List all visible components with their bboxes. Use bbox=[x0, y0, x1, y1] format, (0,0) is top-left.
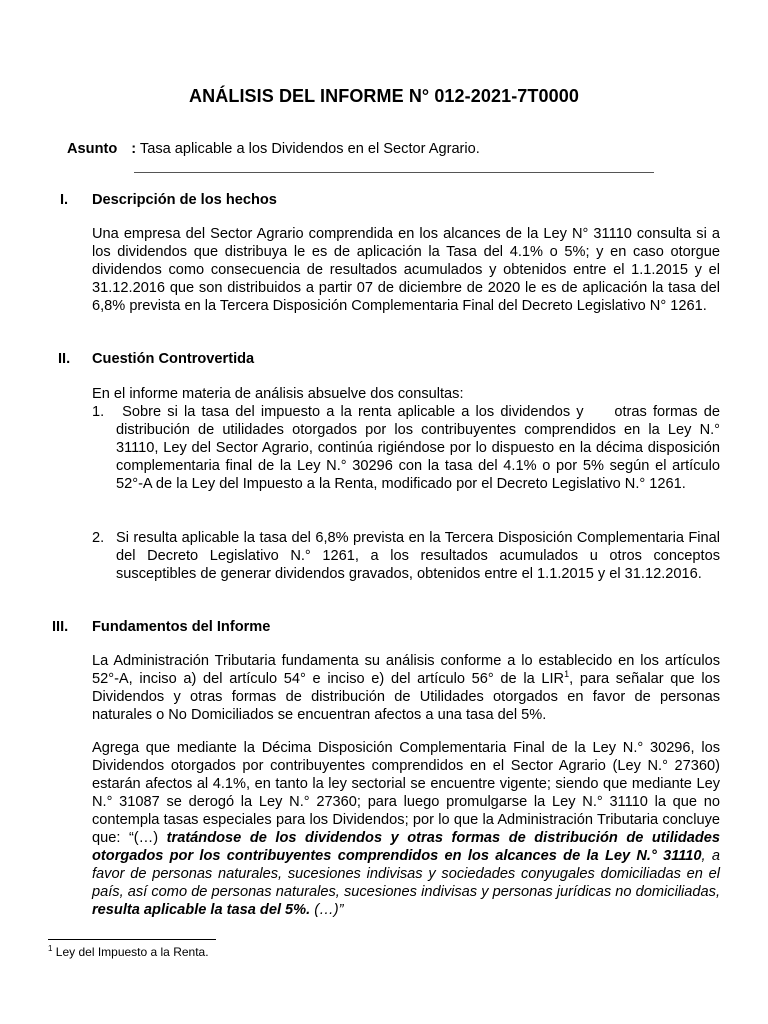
section-1-paragraph: Una empresa del Sector Agrario comprendida en los alcances de la Ley N° 31110 consulta si a los dividendos que distribuya le es de aplicación la Tasa del 4.1% o 5%; y en caso otorgue dividendos como consecuencia de resultados acumulados y obtenidos entre el 1.1.2015 y el 31.12.2016 que son distribuidos a partir 07 de diciembre de 2020 le es de aplicación la tasa del 6,8% prevista en la Tercera Disposición Complementaria Final del Decreto Legislativo N° 1261. bbox=[92, 226, 720, 314]
section-3-paragraph-1 bbox=[92, 652, 720, 724]
section-3-p2-quote-italic-2: (…)” bbox=[310, 902, 344, 918]
asunto-text: Tasa aplicable a los Dividendos en el Sector Agrario. bbox=[136, 141, 480, 157]
document-title: ANÁLISIS DEL INFORME N° 012-2021-7T0000 bbox=[189, 86, 579, 106]
section-3-p2-text-a: Agrega que mediante la Décima Disposición Complementaria Final de la Ley N.° 30296, los Dividendos otorgados por contribuyentes comprendidos en el Sector Agrario (Ley N.° 27360) estarán afectos al 4.1%, en tanto la ley sectorial se encuentre vigente; siendo que mediante Ley N.° 31087 se derogó la Ley N.° 27360; para luego promulgarse la Ley N.° 31110 la que no contempla tasas especiales para los Dividendos; por lo que la Administración Tributaria concluye que: “(…) bbox=[92, 740, 720, 846]
list-item bbox=[92, 403, 725, 493]
list-item-number: 1. bbox=[92, 404, 105, 420]
section-3-p2-quote-bold-2: resulta aplicable la tasa del 5%. bbox=[92, 902, 311, 918]
section-3-p2-quote-italic-1: , a favor de personas naturales, sucesiones indivisas y sociedades conyugales domiciliadas en el país, así como de personas naturales, sucesiones indivisas y personas jurídicas no domiciliadas, bbox=[92, 848, 720, 900]
section-3-number: III. bbox=[52, 619, 69, 635]
asunto-label: Asunto bbox=[67, 141, 118, 157]
section-3-p1-text-a: La Administración Tributaria fundamenta su análisis conforme a lo establecido en los artículos 52°-A, inciso a) del artículo 54° e inciso e) del artículo 56° de la LIR bbox=[92, 653, 720, 687]
list-item-number: 2. bbox=[92, 530, 105, 546]
list-item-text: Sobre si la tasa del impuesto a la renta aplicable a los dividendos y otras formas de distribución de utilidades otorgados por los contribuyentes comprendidos en la Ley N.° 31110, Ley del Sector Agrario, continúa rigiéndose por lo dispuesto en la décima disposición complementaria final de la Ley N.° 30296 con la tasa del 4.1% o por 5% según el artículo 52°-A de la Ley del Impuesto a la Renta, modificado por el Decreto Legislativo N.° 1261. bbox=[116, 404, 725, 492]
section-3-title: Fundamentos del Informe bbox=[92, 619, 271, 635]
asunto-underline bbox=[134, 172, 654, 173]
footnote-ref[interactable]: 1 bbox=[564, 669, 570, 680]
footnote bbox=[48, 945, 209, 959]
section-1-number: I. bbox=[60, 192, 69, 208]
section-2-number: II. bbox=[58, 351, 71, 367]
section-2-title: Cuestión Controvertida bbox=[92, 351, 255, 367]
section-2-intro: En el informe materia de análisis absuelve dos consultas: bbox=[92, 386, 464, 402]
list-item bbox=[92, 529, 720, 583]
section-1-title: Descripción de los hechos bbox=[92, 192, 277, 208]
asunto-colon: : bbox=[131, 141, 137, 157]
section-3-p1-text-b: , para señalar que los Dividendos y otras formas de distribución de Utilidades otorgados en favor de personas naturales o No Domiciliados se encuentran afectos a una tasa del 5%. bbox=[92, 671, 720, 723]
section-3-paragraph-2 bbox=[92, 739, 720, 919]
asunto-line bbox=[67, 141, 480, 157]
section-3-p2-quote-bold-1: tratándose de los dividendos y otras formas de distribución de utilidades otorgados por los contribuyentes comprendidos en los alcances de la Ley N.° 31110 bbox=[92, 830, 721, 864]
list-item-text: Si resulta aplicable la tasa del 6,8% prevista en la Tercera Disposición Complementaria Final del Decreto Legislativo N.° 1261, a los resultados acumulados u otros conceptos susceptibles de generar dividendos gravados, obtenidos entre el 1.1.2015 y el 31.12.2016. bbox=[116, 530, 720, 582]
footnote-separator bbox=[48, 939, 216, 940]
footnote-text: Ley del Impuesto a la Renta. bbox=[52, 945, 209, 959]
footnote-number: 1 bbox=[48, 944, 53, 953]
